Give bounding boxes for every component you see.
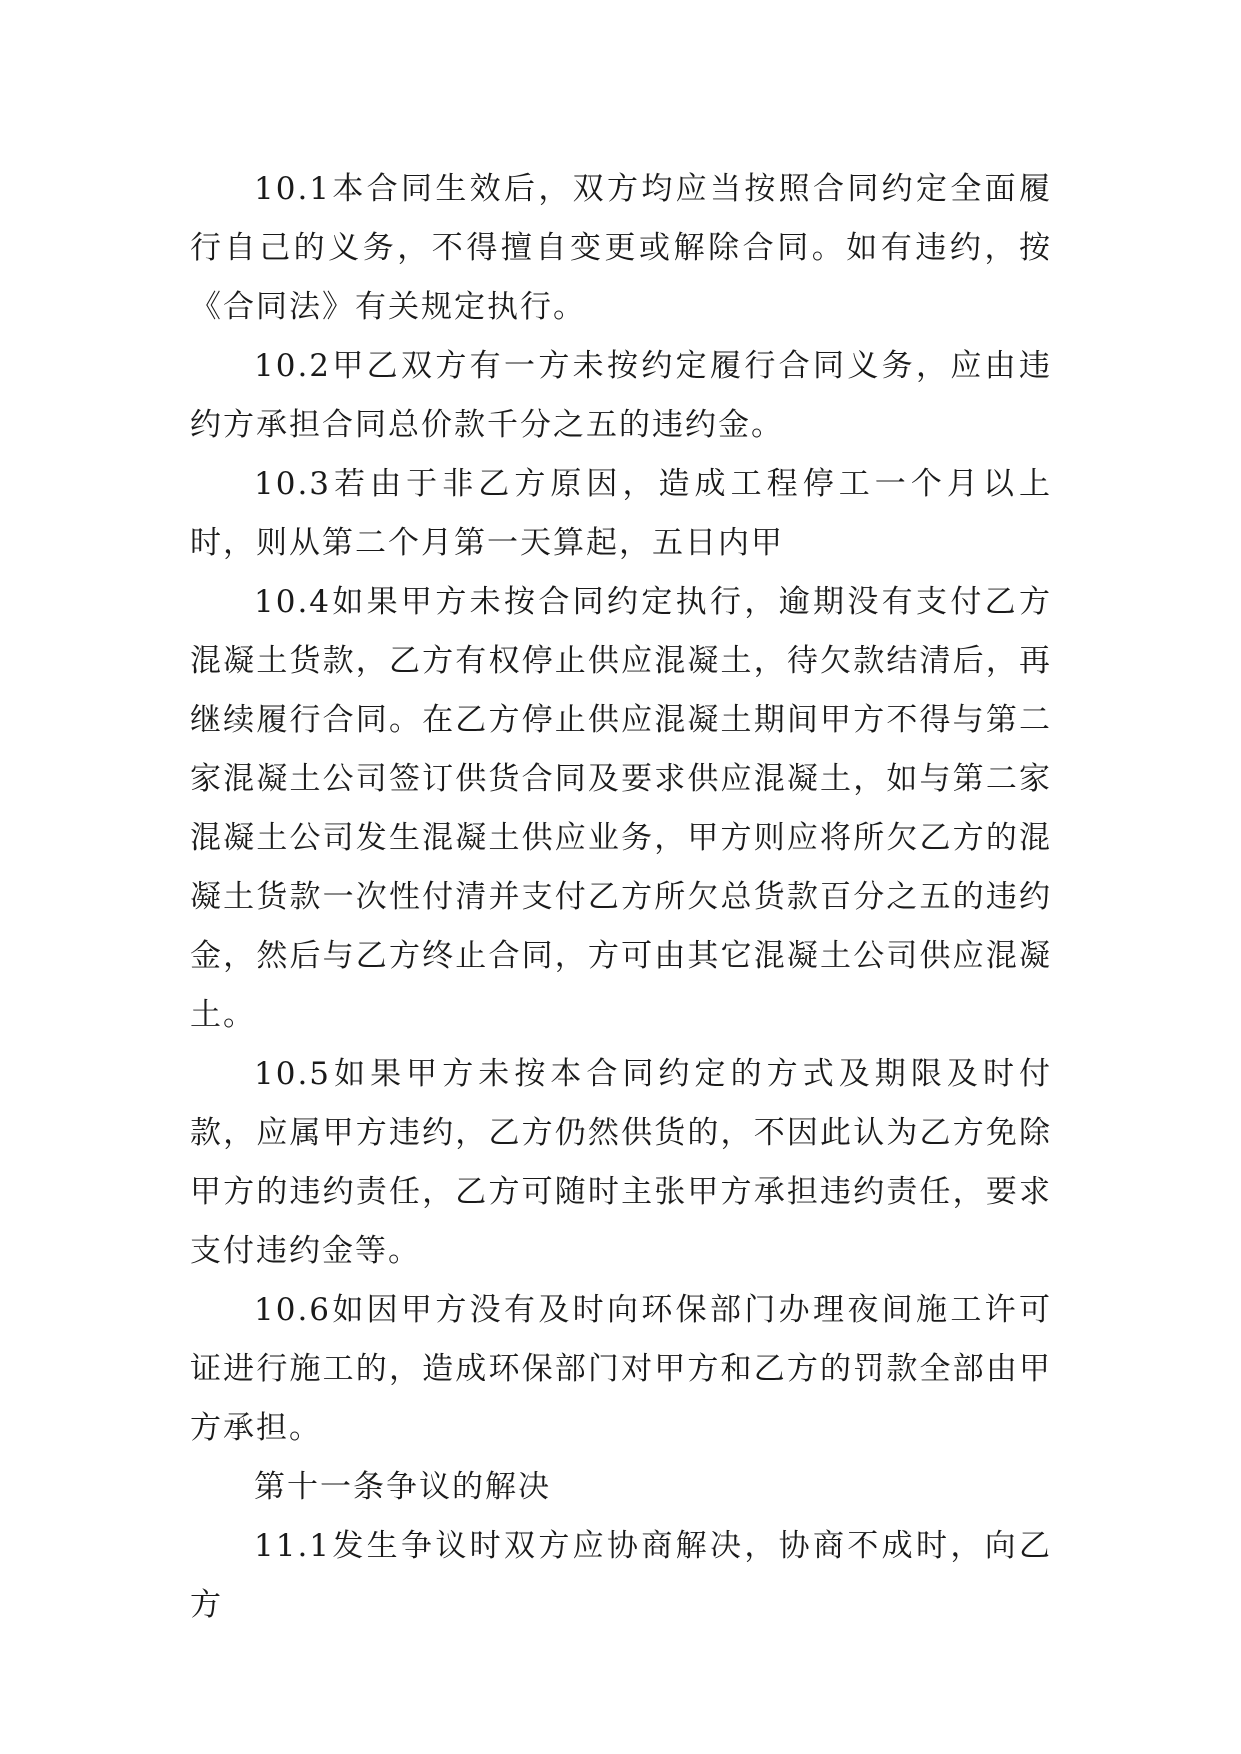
contract-body [190, 160, 1052, 1635]
clause-10-1: 10.1本合同生效后，双方均应当按照合同约定全面履行自己的义务，不得擅自变更或解除合同。如有违约，按《合同法》有关规定执行。 [190, 171, 1052, 325]
clause-10-5: 10.5如果甲方未按本合同约定的方式及期限及时付款，应属甲方违约，乙方仍然供货的，不因此认为乙方免除甲方的违约责任，乙方可随时主张甲方承担违约责任，要求支付违约金等。 [190, 1056, 1052, 1269]
clause-10-6: 10.6如因甲方没有及时向环保部门办理夜间施工许可证进行施工的，造成环保部门对甲方和乙方的罚款全部由甲方承担。 [190, 1292, 1052, 1446]
section-heading-11: 第十一条争议的解决 [254, 1469, 551, 1505]
clause-11-1: 11.1发生争议时双方应协商解决，协商不成时，向乙方 [190, 1528, 1052, 1623]
clause-10-4: 10.4如果甲方未按合同约定执行，逾期没有支付乙方混凝土货款，乙方有权停止供应混凝土，待欠款结清后，再继续履行合同。在乙方停止供应混凝土期间甲方不得与第二家混凝土公司签订供货合同及要求供应混凝土，如与第二家混凝土公司发生混凝土供应业务，甲方则应将所欠乙方的混凝土货款一次性付清并支付乙方所欠总货款百分之五的违约金，然后与乙方终止合同，方可由其它混凝土公司供应混凝土。 [190, 584, 1052, 1033]
clause-10-2: 10.2甲乙双方有一方未按约定履行合同义务，应由违约方承担合同总价款千分之五的违约金。 [190, 348, 1052, 443]
clause-10-3: 10.3若由于非乙方原因，造成工程停工一个月以上时，则从第二个月第一天算起，五日内甲 [190, 466, 1052, 561]
